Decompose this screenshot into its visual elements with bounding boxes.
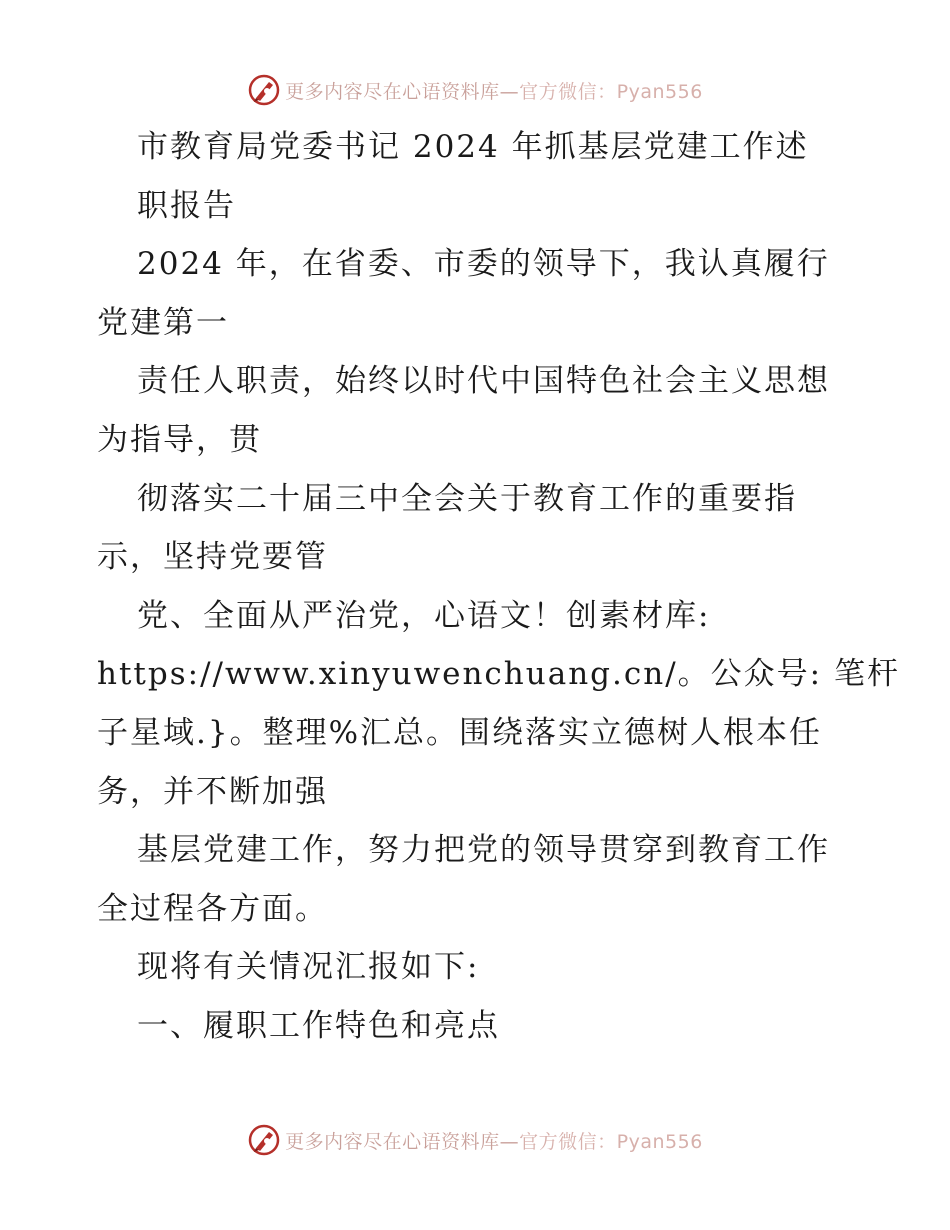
banner-separator: — bbox=[499, 80, 520, 103]
paragraph-line: 全过程各方面。 bbox=[97, 890, 328, 927]
document-body bbox=[97, 118, 900, 1056]
banner-brand-text: 更多内容尽在心语资料库 bbox=[285, 80, 500, 103]
paragraph-line: 子星域.}。整理%汇总。围绕落实立德树人根本任 bbox=[97, 714, 823, 751]
banner-wechat-text: 官方微信：Pyan556 bbox=[519, 1130, 703, 1153]
header-watermark-banner bbox=[0, 70, 950, 110]
pen-logo-icon bbox=[247, 1123, 281, 1157]
paragraph-line: 2024 年，在省委、市委的领导下，我认真履行 bbox=[137, 246, 830, 283]
banner-brand-text: 更多内容尽在心语资料库 bbox=[285, 1130, 500, 1153]
paragraph-line: 现将有关情况汇报如下: bbox=[137, 949, 480, 986]
paragraph-line: 责任人职责，始终以时代中国特色社会主义思想 bbox=[137, 363, 830, 400]
paragraph-line: 为指导，贯 bbox=[97, 421, 262, 458]
paragraph-line: 务，并不断加强 bbox=[97, 773, 328, 810]
paragraph-line: 示，坚持党要管 bbox=[97, 539, 328, 576]
title-line-2: 职报告 bbox=[137, 187, 236, 224]
paragraph-line-url: https://www.xinyuwenchuang.cn/。公众号: 笔杆 bbox=[97, 656, 900, 693]
section-heading: 一、履职工作特色和亮点 bbox=[137, 1007, 500, 1044]
footer-watermark-banner bbox=[0, 1120, 950, 1160]
paragraph-line: 基层党建工作，努力把党的领导贯穿到教育工作 bbox=[137, 832, 830, 869]
title-line-1: 市教育局党委书记 2024 年抓基层党建工作述 bbox=[137, 129, 809, 165]
paragraph-line: 党、全面从严治党，心语文！创素材库: bbox=[137, 597, 711, 634]
paragraph-line: 彻落实二十届三中全会关于教育工作的重要指 bbox=[137, 480, 797, 517]
banner-separator: — bbox=[499, 1130, 520, 1153]
pen-logo-icon bbox=[247, 73, 281, 107]
paragraph-line: 党建第一 bbox=[97, 304, 229, 341]
banner-wechat-text: 官方微信：Pyan556 bbox=[519, 80, 703, 103]
